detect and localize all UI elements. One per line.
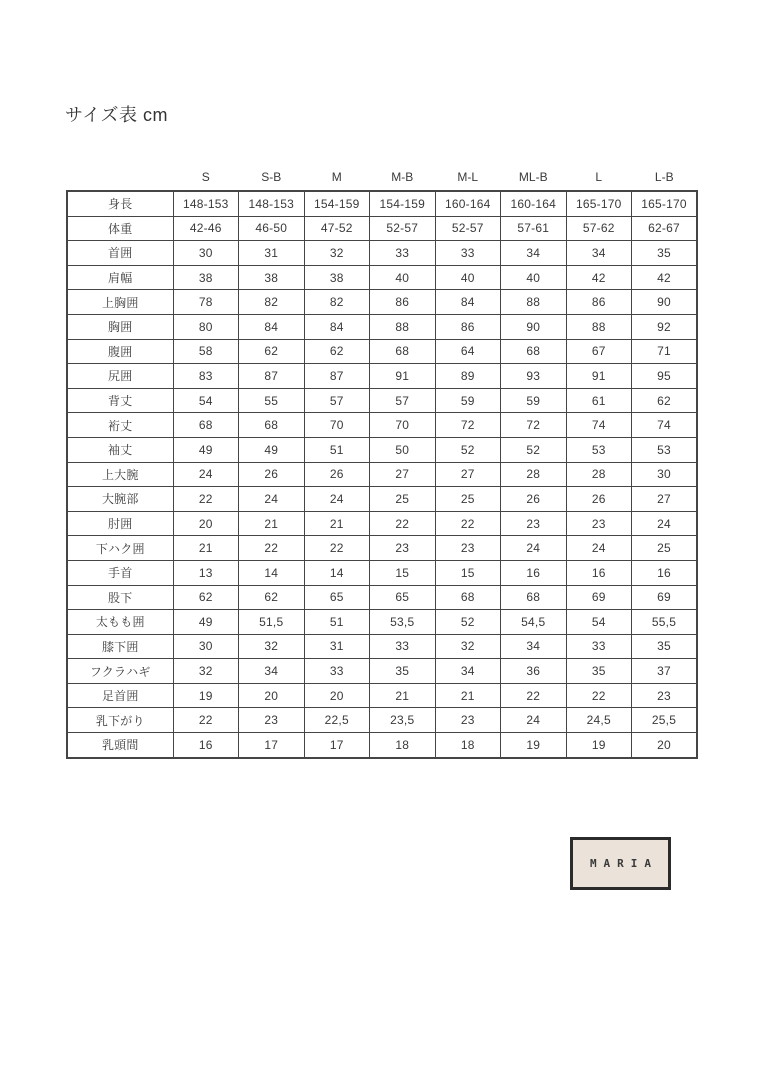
size-value: 72 xyxy=(435,413,501,438)
size-value: 61 xyxy=(566,388,632,413)
measurement-label: 体重 xyxy=(67,216,173,241)
size-value: 68 xyxy=(370,339,436,364)
size-value: 51 xyxy=(304,610,370,635)
size-column-header: M-L xyxy=(457,170,479,184)
size-value: 82 xyxy=(304,290,370,315)
size-value: 34 xyxy=(501,634,567,659)
size-value: 160-164 xyxy=(501,191,567,216)
size-value: 57 xyxy=(370,388,436,413)
size-value: 22 xyxy=(501,683,567,708)
size-value: 65 xyxy=(304,585,370,610)
size-value: 18 xyxy=(435,733,501,758)
corner-cell xyxy=(67,164,173,191)
size-value: 34 xyxy=(566,241,632,266)
size-value: 52 xyxy=(435,437,501,462)
size-value: 25 xyxy=(370,487,436,512)
size-value: 15 xyxy=(435,560,501,585)
size-value: 34 xyxy=(501,241,567,266)
size-value: 24 xyxy=(304,487,370,512)
size-value: 59 xyxy=(435,388,501,413)
size-value: 13 xyxy=(173,560,239,585)
size-value: 35 xyxy=(566,659,632,684)
size-value: 38 xyxy=(173,265,239,290)
size-value: 54 xyxy=(173,388,239,413)
size-value: 15 xyxy=(370,560,436,585)
size-value: 36 xyxy=(501,659,567,684)
size-value: 93 xyxy=(501,364,567,389)
size-value: 20 xyxy=(304,683,370,708)
size-value: 21 xyxy=(435,683,501,708)
size-value: 72 xyxy=(501,413,567,438)
measurement-label: 胸囲 xyxy=(67,314,173,339)
size-value: 87 xyxy=(239,364,305,389)
table-row xyxy=(67,560,697,585)
size-value: 57-61 xyxy=(501,216,567,241)
size-value: 22 xyxy=(566,683,632,708)
size-value: 70 xyxy=(304,413,370,438)
size-value: 65 xyxy=(370,585,436,610)
size-value: 22 xyxy=(304,536,370,561)
size-value: 49 xyxy=(239,437,305,462)
size-value: 52-57 xyxy=(435,216,501,241)
table-row xyxy=(67,487,697,512)
table-row xyxy=(67,634,697,659)
table-row xyxy=(67,388,697,413)
size-value: 78 xyxy=(173,290,239,315)
size-value: 24 xyxy=(566,536,632,561)
size-value: 74 xyxy=(566,413,632,438)
size-value: 33 xyxy=(566,634,632,659)
size-value: 23 xyxy=(632,683,698,708)
table-row xyxy=(67,437,697,462)
table-row xyxy=(67,610,697,635)
size-value: 31 xyxy=(304,634,370,659)
size-value: 14 xyxy=(304,560,370,585)
size-value: 68 xyxy=(239,413,305,438)
size-value: 62 xyxy=(173,585,239,610)
measurement-label: 乳頭間 xyxy=(67,733,173,758)
size-value: 19 xyxy=(501,733,567,758)
measurement-label: 腹囲 xyxy=(67,339,173,364)
size-value: 58 xyxy=(173,339,239,364)
size-header-row xyxy=(67,164,697,191)
size-value: 24,5 xyxy=(566,708,632,733)
size-value: 30 xyxy=(173,241,239,266)
size-value: 53 xyxy=(566,437,632,462)
size-value: 32 xyxy=(239,634,305,659)
size-value: 25 xyxy=(632,536,698,561)
size-value: 74 xyxy=(632,413,698,438)
size-value: 18 xyxy=(370,733,436,758)
size-value: 64 xyxy=(435,339,501,364)
size-value: 89 xyxy=(435,364,501,389)
measurement-label: 背丈 xyxy=(67,388,173,413)
size-value: 54 xyxy=(566,610,632,635)
size-value: 16 xyxy=(173,733,239,758)
measurement-label: 太もも囲 xyxy=(67,610,173,635)
size-value: 22 xyxy=(239,536,305,561)
size-value: 22 xyxy=(370,511,436,536)
size-value: 16 xyxy=(501,560,567,585)
measurement-label: 身長 xyxy=(67,191,173,216)
size-value: 26 xyxy=(566,487,632,512)
size-value: 20 xyxy=(632,733,698,758)
size-value: 55,5 xyxy=(632,610,698,635)
size-value: 22,5 xyxy=(304,708,370,733)
size-value: 86 xyxy=(370,290,436,315)
size-value: 27 xyxy=(435,462,501,487)
size-value: 90 xyxy=(632,290,698,315)
size-value: 28 xyxy=(566,462,632,487)
size-value: 62-67 xyxy=(632,216,698,241)
size-column-header: M-B xyxy=(391,170,414,184)
size-value: 51,5 xyxy=(239,610,305,635)
size-value: 49 xyxy=(173,437,239,462)
size-value: 90 xyxy=(501,314,567,339)
size-value: 160-164 xyxy=(435,191,501,216)
size-value: 68 xyxy=(501,339,567,364)
size-value: 31 xyxy=(239,241,305,266)
measurement-label: 首囲 xyxy=(67,241,173,266)
size-value: 154-159 xyxy=(370,191,436,216)
size-value: 21 xyxy=(304,511,370,536)
size-value: 22 xyxy=(173,487,239,512)
size-value: 40 xyxy=(435,265,501,290)
size-value: 35 xyxy=(370,659,436,684)
size-value: 26 xyxy=(239,462,305,487)
size-value: 23 xyxy=(501,511,567,536)
size-value: 26 xyxy=(501,487,567,512)
measurement-label: 膝下囲 xyxy=(67,634,173,659)
measurement-label: 上大腕 xyxy=(67,462,173,487)
size-value: 52-57 xyxy=(370,216,436,241)
size-value: 32 xyxy=(435,634,501,659)
size-value: 40 xyxy=(370,265,436,290)
size-column-header: ML-B xyxy=(518,170,548,184)
size-value: 23 xyxy=(239,708,305,733)
size-value: 22 xyxy=(435,511,501,536)
size-value: 24 xyxy=(501,708,567,733)
size-value: 69 xyxy=(566,585,632,610)
size-value: 87 xyxy=(304,364,370,389)
size-value: 34 xyxy=(239,659,305,684)
size-value: 22 xyxy=(173,708,239,733)
size-value: 165-170 xyxy=(566,191,632,216)
size-value: 52 xyxy=(435,610,501,635)
size-value: 20 xyxy=(173,511,239,536)
size-value: 16 xyxy=(632,560,698,585)
table-row xyxy=(67,585,697,610)
size-value: 27 xyxy=(632,487,698,512)
size-value: 51 xyxy=(304,437,370,462)
size-value: 38 xyxy=(239,265,305,290)
table-row xyxy=(67,339,697,364)
table-row xyxy=(67,216,697,241)
table-row xyxy=(67,683,697,708)
size-chart-table xyxy=(66,164,698,759)
size-value: 165-170 xyxy=(632,191,698,216)
size-value: 91 xyxy=(566,364,632,389)
size-value: 26 xyxy=(304,462,370,487)
size-value: 38 xyxy=(304,265,370,290)
size-value: 35 xyxy=(632,634,698,659)
size-value: 46-50 xyxy=(239,216,305,241)
size-value: 24 xyxy=(632,511,698,536)
size-value: 21 xyxy=(239,511,305,536)
size-value: 83 xyxy=(173,364,239,389)
table-row xyxy=(67,265,697,290)
size-value: 86 xyxy=(566,290,632,315)
size-value: 24 xyxy=(173,462,239,487)
measurement-label: 足首囲 xyxy=(67,683,173,708)
size-value: 33 xyxy=(370,634,436,659)
size-value: 30 xyxy=(173,634,239,659)
table-row xyxy=(67,708,697,733)
measurement-label: 肩幅 xyxy=(67,265,173,290)
size-value: 35 xyxy=(632,241,698,266)
size-value: 27 xyxy=(370,462,436,487)
size-value: 25 xyxy=(435,487,501,512)
table-row xyxy=(67,659,697,684)
size-value: 23 xyxy=(370,536,436,561)
table-row xyxy=(67,364,697,389)
size-value: 24 xyxy=(239,487,305,512)
size-column-header: L-B xyxy=(654,170,674,184)
measurement-label: 下ハク囲 xyxy=(67,536,173,561)
measurement-label: 股下 xyxy=(67,585,173,610)
size-value: 21 xyxy=(173,536,239,561)
size-value: 53 xyxy=(632,437,698,462)
size-value: 53,5 xyxy=(370,610,436,635)
size-value: 50 xyxy=(370,437,436,462)
size-column-header: M xyxy=(331,170,342,184)
measurement-label: 乳下がり xyxy=(67,708,173,733)
size-value: 25,5 xyxy=(632,708,698,733)
size-value: 80 xyxy=(173,314,239,339)
maria-logo-text: MARIA xyxy=(589,857,659,870)
size-value: 33 xyxy=(370,241,436,266)
page-title: サイズ表 cm xyxy=(65,105,169,125)
measurement-label: 大腕部 xyxy=(67,487,173,512)
measurement-label: 手首 xyxy=(67,560,173,585)
size-value: 42 xyxy=(566,265,632,290)
size-value: 68 xyxy=(501,585,567,610)
table-row xyxy=(67,462,697,487)
size-value: 23 xyxy=(435,536,501,561)
size-value: 88 xyxy=(566,314,632,339)
size-value: 17 xyxy=(304,733,370,758)
size-value: 23 xyxy=(566,511,632,536)
table-row xyxy=(67,290,697,315)
size-value: 91 xyxy=(370,364,436,389)
measurement-label: 袖丈 xyxy=(67,437,173,462)
size-value: 84 xyxy=(304,314,370,339)
size-value: 62 xyxy=(239,585,305,610)
size-value: 84 xyxy=(435,290,501,315)
size-value: 148-153 xyxy=(173,191,239,216)
size-value: 47-52 xyxy=(304,216,370,241)
size-value: 42-46 xyxy=(173,216,239,241)
size-value: 34 xyxy=(435,659,501,684)
size-value: 20 xyxy=(239,683,305,708)
size-value: 88 xyxy=(501,290,567,315)
size-value: 21 xyxy=(370,683,436,708)
table-row xyxy=(67,536,697,561)
size-column-header: S-B xyxy=(261,170,282,184)
measurement-label: 裄丈 xyxy=(67,413,173,438)
table-row xyxy=(67,733,697,758)
size-value: 30 xyxy=(632,462,698,487)
size-value: 37 xyxy=(632,659,698,684)
size-value: 70 xyxy=(370,413,436,438)
size-value: 86 xyxy=(435,314,501,339)
size-column-header: L xyxy=(595,170,603,184)
size-value: 19 xyxy=(566,733,632,758)
size-value: 32 xyxy=(173,659,239,684)
size-value: 54,5 xyxy=(501,610,567,635)
measurement-label: フクラハギ xyxy=(67,659,173,684)
size-value: 57 xyxy=(304,388,370,413)
measurement-label: 上胸囲 xyxy=(67,290,173,315)
size-value: 33 xyxy=(304,659,370,684)
size-value: 62 xyxy=(632,388,698,413)
size-value: 59 xyxy=(501,388,567,413)
size-value: 23,5 xyxy=(370,708,436,733)
size-value: 88 xyxy=(370,314,436,339)
size-value: 14 xyxy=(239,560,305,585)
size-value: 28 xyxy=(501,462,567,487)
size-value: 55 xyxy=(239,388,305,413)
size-value: 92 xyxy=(632,314,698,339)
size-value: 49 xyxy=(173,610,239,635)
size-value: 154-159 xyxy=(304,191,370,216)
table-row xyxy=(67,314,697,339)
size-value: 67 xyxy=(566,339,632,364)
size-column-header: S xyxy=(201,170,210,184)
size-value: 33 xyxy=(435,241,501,266)
measurement-label: 尻囲 xyxy=(67,364,173,389)
maria-logo xyxy=(570,837,671,890)
size-value: 71 xyxy=(632,339,698,364)
size-value: 19 xyxy=(173,683,239,708)
table-row xyxy=(67,241,697,266)
size-value: 148-153 xyxy=(239,191,305,216)
size-value: 84 xyxy=(239,314,305,339)
size-value: 62 xyxy=(239,339,305,364)
size-value: 40 xyxy=(501,265,567,290)
size-value: 62 xyxy=(304,339,370,364)
table-row xyxy=(67,413,697,438)
size-value: 17 xyxy=(239,733,305,758)
size-value: 69 xyxy=(632,585,698,610)
size-value: 42 xyxy=(632,265,698,290)
size-table-body xyxy=(67,191,697,758)
measurement-label: 肘囲 xyxy=(67,511,173,536)
size-value: 52 xyxy=(501,437,567,462)
table-row xyxy=(67,191,697,216)
size-value: 23 xyxy=(435,708,501,733)
size-value: 68 xyxy=(173,413,239,438)
size-value: 16 xyxy=(566,560,632,585)
size-value: 24 xyxy=(501,536,567,561)
size-value: 68 xyxy=(435,585,501,610)
size-value: 95 xyxy=(632,364,698,389)
size-value: 82 xyxy=(239,290,305,315)
size-value: 57-62 xyxy=(566,216,632,241)
table-row xyxy=(67,511,697,536)
size-value: 32 xyxy=(304,241,370,266)
